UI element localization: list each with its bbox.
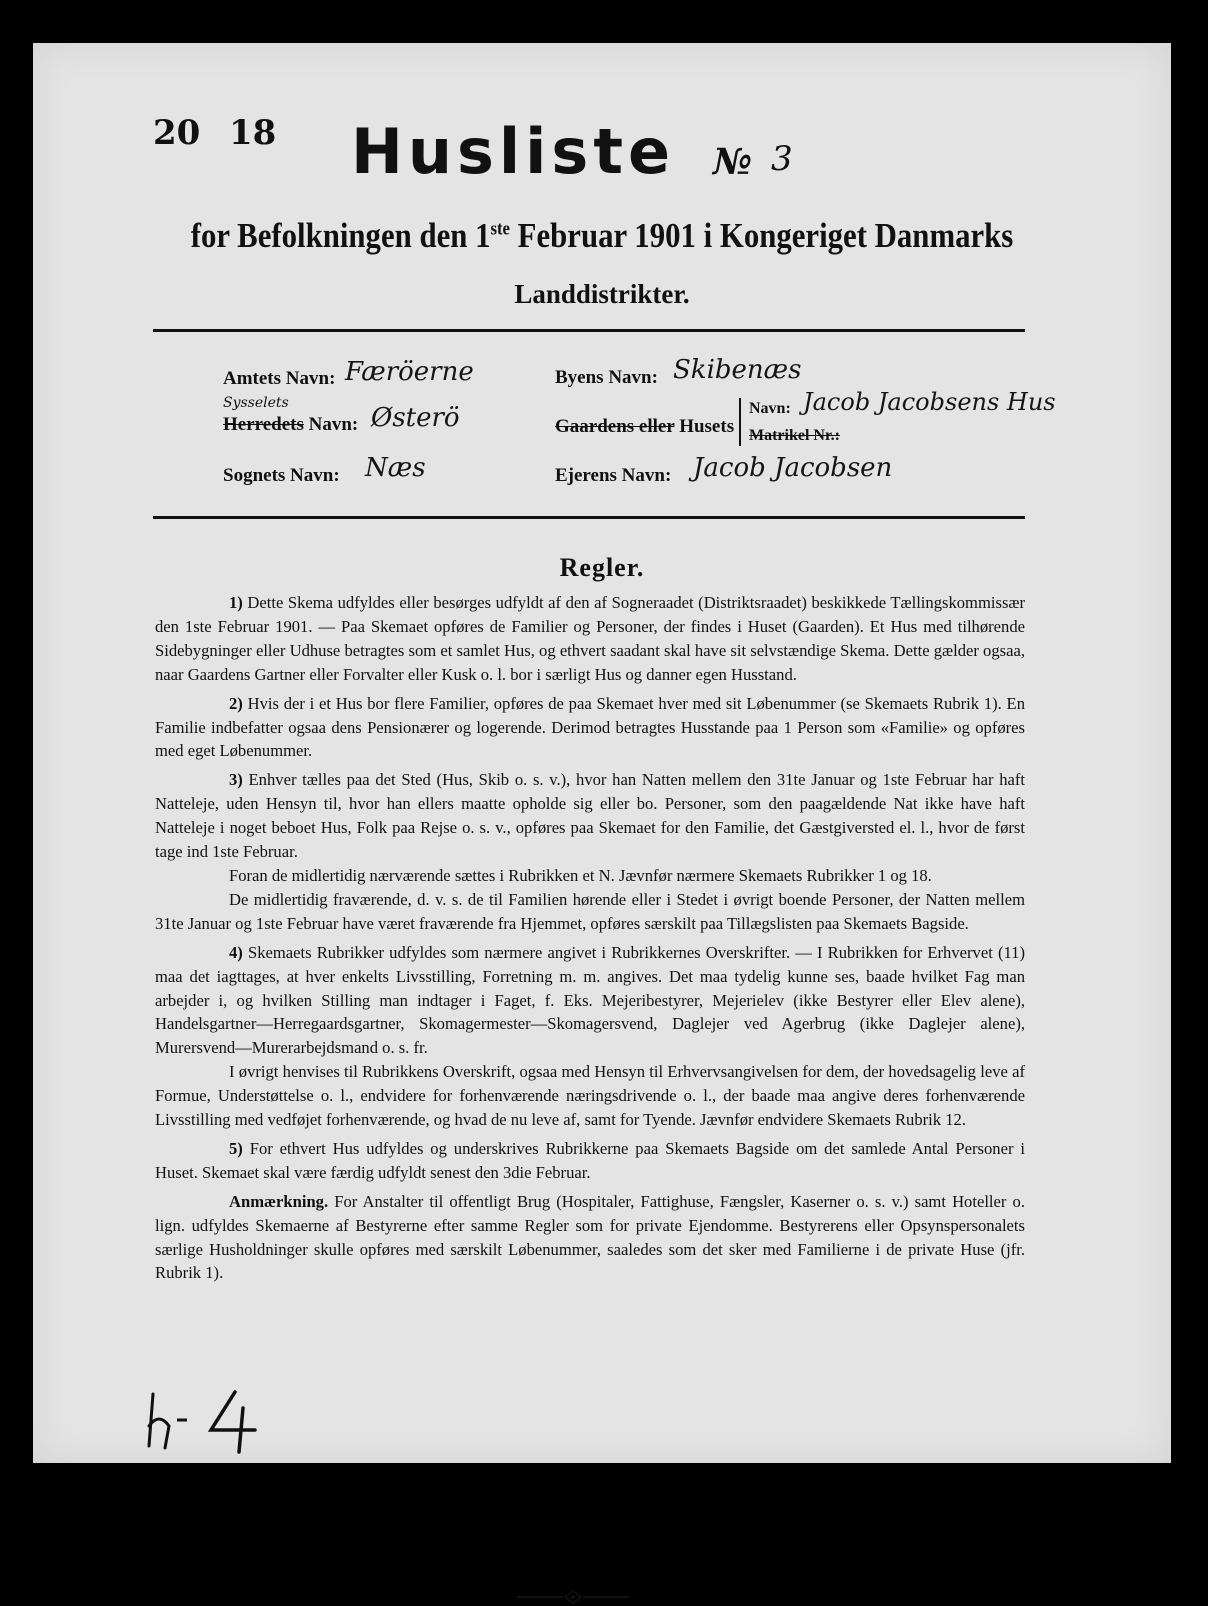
- rule-paragraph: I øvrigt henvises til Rubrikkens Overskrift, ogsaa med Hensyn til Erhvervsangivelsen for dem, der hovedsagelig leve af Formue, Understøttelse o. l., endvidere for forhenværende næringsdrivende o. l., der baade maa angive deres forhenværende Livsstilling med vedføjet forhenværende, og hvad de nu leve af, samt for Tyende. Jævnfør endvidere Skemaets Rubrik 12.: [155, 1062, 1025, 1130]
- navn-label: Navn:: [749, 400, 791, 417]
- herred-value: Østerö: [371, 403, 460, 433]
- herred-label: Herredets Navn:: [223, 414, 359, 435]
- rule-paragraph: 3) Enhver tælles paa det Sted (Hus, Skib o. s. v.), hvor han Natten mellem den 31te Januar og 1ste Februar har haft Natteleje, uden Hensyn til, hvor han ellers maatte opholde sig eller bo. Personer, som den paagældende Nat ikke have haft Natteleje i noget beboet Hus, Folk paa Rejse o. s. v., opføres paa Skemaet for den Familie, det Gæstgiversted el. l., hvor de først tage ind 1ste Februar.: [155, 770, 1025, 862]
- field-bracket: [739, 398, 741, 446]
- ejer-label: Ejerens Navn:: [555, 465, 672, 486]
- bottom-divider: [153, 516, 1025, 519]
- form-subtitle: for Befolkningen den 1ste Februar 1901 i Kongeriget Danmarks: [190, 216, 1014, 255]
- gaard-label: Gaardens eller Husets: [555, 416, 735, 437]
- rule-paragraph: 2) Hvis der i et Hus bor flere Familier, opføres de paa Skemaet hver med sit Løbenummer (se Skemaets Rubrik 1). En Familie indbefatter ogsaa dens Pensionærer og logerende. Derimod betragtes Husstande paa 1 Person som «Familie» og opføres med eget Løbenummer.: [155, 693, 1025, 761]
- subtitle-superscript: ste: [490, 218, 510, 240]
- by-label: Byens Navn:: [555, 367, 658, 388]
- list-number: 3: [771, 139, 793, 179]
- note-paragraph: Anmærkning. For Anstalter til offentligt Brug (Hospitaler, Fattighuse, Fængsler, Kaserner o. s. v.) samt Hoteller o. lign. udfyldes Skemaerne af Bestyrerne efter samme Regler som for private Ejendomme. Bestyrerens eller Opsynspersonalets særlige Husholdninger skulle opføres med særskilt Løbenummer, saaledes som det sker med Familierne i de private Huse (jfr. Rubrik 1).: [155, 1191, 1025, 1283]
- ornament-divider: [513, 1588, 633, 1606]
- rules-heading: Regler.: [559, 553, 645, 582]
- district-heading: Landdistrikter.: [514, 279, 690, 309]
- rule-paragraph: 5) For ethvert Hus udfyldes og underskrives Rubrikkerne paa Skemaets Bagside om det samlede Antal Personer i Huset. Skemaet skal være færdig udfyldt senest den 3die Februar.: [155, 1138, 1025, 1182]
- census-form-sheet: [33, 43, 1171, 1463]
- number-sign: №: [713, 141, 753, 183]
- rule-paragraph: 1) Dette Skema udfyldes eller besørges udfyldt af den af Sogneraadet (Distriktsraadet) beskikkede Tællingskommissær den 1ste Februar 1901. — Paa Skemaet opføres de Familier og Personer, der findes i Huset (Gaarden). Et Hus med tilhørende Sidebygninger eller Udhuse betragtes som et samlet Hus, og ethvert saadant skal have sit selvstændige Skema. Dette gælder ogsaa, naar Gaardens Gartner eller Forvalter eller Kusk o. l. bor i særligt Hus og danner egen Husstand.: [155, 593, 1025, 684]
- form-title: Husliste: [351, 115, 676, 188]
- rule-paragraph: Foran de midlertidig nærværende sættes i Rubrikken et N. Jævnfør nærmere Skemaets Rubrikker 1 og 18.: [229, 865, 932, 885]
- top-divider: [153, 329, 1025, 332]
- navn-value: Jacob Jacobsens Hus: [803, 388, 1056, 416]
- sogn-value: Næs: [365, 453, 426, 483]
- sogn-label: Sognets Navn:: [223, 465, 340, 486]
- rules-body: [155, 591, 1025, 1290]
- matrikel-label: Matrikel Nr.:: [749, 427, 840, 444]
- handwritten-margin-note: [143, 1386, 283, 1456]
- page-number-left: 20: [153, 113, 201, 153]
- amt-label: Amtets Navn:: [223, 368, 336, 389]
- rule-paragraph: De midlertidig fraværende, d. v. s. de til Familien hørende eller i Stedet i øvrigt boende Personer, der Natten mellem 31te Januar og 1ste Februar have været fraværende fra Hjemmet, opføres særskilt paa Tillægslisten paa Skemaets Bagside.: [155, 889, 1025, 933]
- rule-paragraph: 4) Skemaets Rubrikker udfyldes som nærmere angivet i Rubrikkernes Overskrifter. — I Rubrikken for Erhvervet (11) maa det iagttages, at hver enkelts Livsstilling, Forretning m. m. angives. Det maa tydelig kunne ses, baade hvilket Fag man arbejder i, og hvilken Stilling man indtager i Faget, f. Eks. Mejeribestyrer, Mejerielev (ikke Bestyrer eller Elev alene), Handelsgartner—Herregaardsgartner, Skomagermester—Skomagersvend, Daglejer ved Agerbrug (ikke Daglejer alene), Murersvend—Murerarbejdsmand o. s. fr.: [155, 942, 1025, 1058]
- page-number-right: 18: [229, 113, 277, 153]
- amt-value: Færöerne: [345, 357, 474, 387]
- ejer-value: Jacob Jacobsen: [693, 453, 893, 483]
- by-value: Skibenæs: [673, 355, 802, 385]
- herred-overwrite: Sysselets: [223, 395, 289, 411]
